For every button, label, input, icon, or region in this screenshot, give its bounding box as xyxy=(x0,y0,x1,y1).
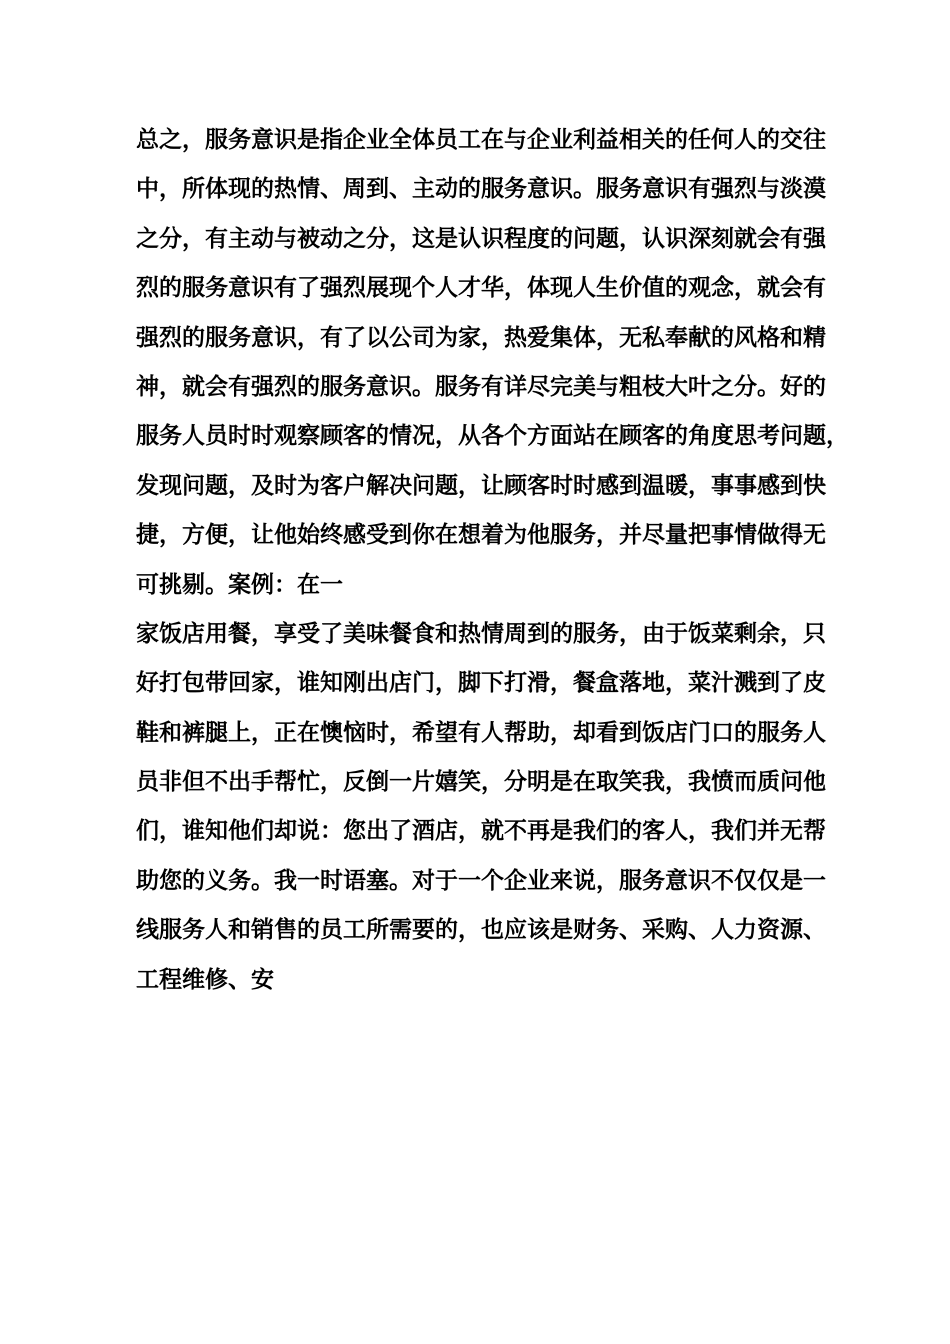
text-line: 助您的义务。我一时语塞。对于一个企业来说，服务意识不仅仅是一 xyxy=(136,867,826,894)
text-line: 发现问题，及时为客户解决问题，让顾客时时感到温暖，事事感到快 xyxy=(136,472,826,499)
text-line: 强烈的服务意识，有了以公司为家，热爱集体，无私奉献的风格和精 xyxy=(136,324,826,351)
text-line: 线服务人和销售的员工所需要的，也应该是财务、采购、人力资源、 xyxy=(136,917,826,944)
text-line: 工程维修、安 xyxy=(136,966,274,993)
text-line: 捷，方便，让他始终感受到你在想着为他服务，并尽量把事情做得无 xyxy=(136,522,826,549)
text-line: 服务人员时时观察顾客的情况，从各个方面站在顾客的角度思考问题， xyxy=(136,423,849,450)
text-line: 总之，服务意识是指企业全体员工在与企业利益相关的任何人的交往 xyxy=(136,127,826,153)
text-line: 中，所体现的热情、周到、主动的服务意识。服务意识有强烈与淡漠 xyxy=(136,176,826,203)
text-line: 好打包带回家，谁知刚出店门，脚下打滑，餐盒落地，菜汁溅到了皮 xyxy=(136,670,826,697)
text-line: 员非但不出手帮忙，反倒一片嬉笑，分明是在取笑我，我愤而质问他 xyxy=(136,769,826,796)
text-line: 们，谁知他们却说：您出了酒店，就不再是我们的客人，我们并无帮 xyxy=(136,818,826,845)
text-line: 之分，有主动与被动之分，这是认识程度的问题，认识深刻就会有强 xyxy=(136,225,826,252)
text-line: 可挑剔。案例：在一 xyxy=(136,571,343,598)
text-line: 鞋和裤腿上，正在懊恼时，希望有人帮助，却看到饭店门口的服务人 xyxy=(136,719,826,746)
body-text xyxy=(136,116,866,1005)
text-line: 神，就会有强烈的服务意识。服务有详尽完美与粗枝大叶之分。好的 xyxy=(136,373,826,400)
text-line: 家饭店用餐，享受了美味餐食和热情周到的服务，由于饭菜剩余，只 xyxy=(136,620,826,647)
text-line: 烈的服务意识有了强烈展现个人才华，体现人生价值的观念，就会有 xyxy=(136,275,826,302)
